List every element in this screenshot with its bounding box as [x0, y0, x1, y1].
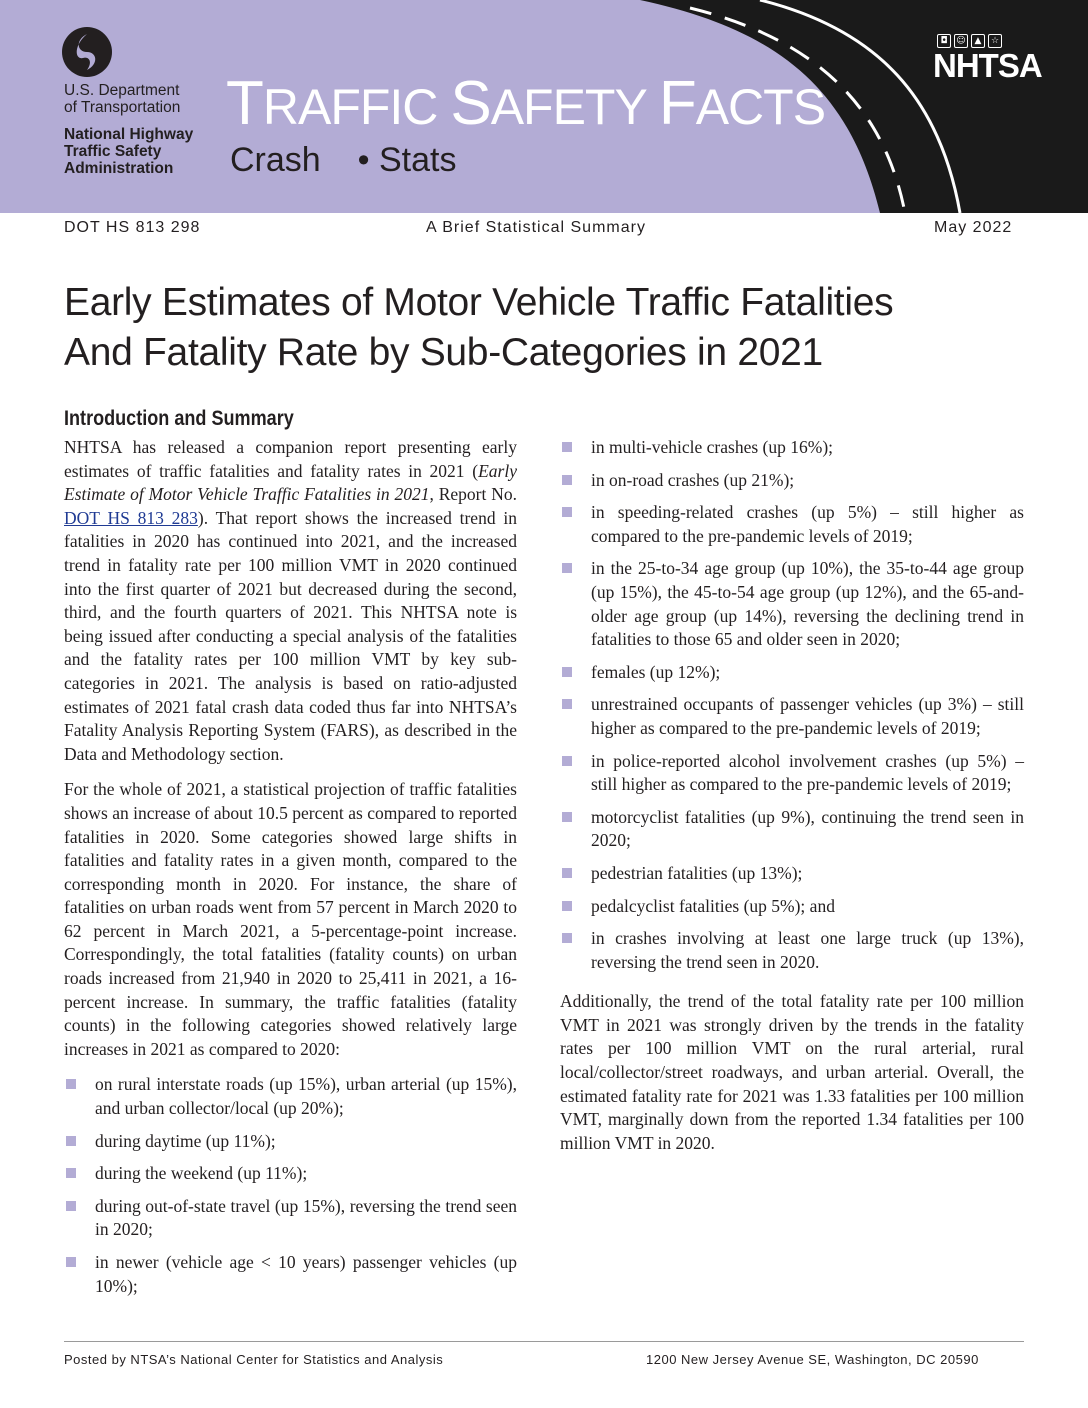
title-line: And Fatality Rate by Sub-Categories in 2021: [64, 331, 823, 374]
list-item: in on-road crashes (up 21%);: [560, 469, 1024, 493]
bullet-icon: [562, 756, 572, 766]
left-bullet-list: [64, 1073, 517, 1298]
list-item: during daytime (up 11%);: [64, 1130, 517, 1154]
bullet-icon: [562, 507, 572, 517]
series-word: ACTS: [695, 79, 826, 135]
series-letter: S: [450, 69, 491, 138]
masthead: [0, 0, 1088, 213]
agency-line: Administration: [64, 160, 174, 177]
list-item: in speeding-related crashes (up 5%) – still higher as compared to the pre-pandemic levels of 2019;: [560, 501, 1024, 548]
summary-paragraph: For the whole of 2021, a statistical projection of traffic fatalities shows an increase of about 10.5 percent as compared to reported fatalities in 2020. Some categories showed large shifts in fatalities and fatality rates in a given month, compared to the corresponding month in 2020. For instance, the share of fatalities on urban roads went from 57 percent in March 2020 to 62 percent in March 2021, a 5-percentage-point increase. Correspondingly, the total fatalities (fatality counts) on urban roads increased from 21,940 in 2020 to 25,411 in 2021, a 16-percent increase. In summary, the traffic fatalities (fatality counts) in the following categories showed relatively large increases in 2021 as compared to 2020:: [64, 779, 517, 1059]
footer-right: 1200 New Jersey Avenue SE, Washington, DC 20590: [646, 1352, 979, 1367]
crash-label: Crash: [230, 141, 321, 179]
star-icon: ☆: [988, 34, 1002, 48]
list-item: during out-of-state travel (up 15%), reversing the trend seen in 2020;: [64, 1195, 517, 1242]
list-item: during the weekend (up 11%);: [64, 1162, 517, 1186]
list-item: in multi-vehicle crashes (up 16%);: [560, 436, 1024, 460]
agency-line: National Highway: [64, 126, 194, 143]
agency-line: Traffic Safety: [64, 143, 162, 160]
title-line: Early Estimates of Motor Vehicle Traffic Fatalities: [64, 281, 894, 324]
footer-left: Posted by NTSA’s National Center for Statistics and Analysis: [64, 1352, 444, 1367]
seatbelt-icon: ◘: [937, 34, 951, 48]
bullet-icon: [562, 699, 572, 709]
list-item: on rural interstate roads (up 15%), urban arterial (up 15%), and urban collector/local (up 20%);: [64, 1073, 517, 1120]
car-icon: ▲: [971, 34, 985, 48]
bullet-icon: [562, 901, 572, 911]
list-item: in police-reported alcohol involvement crashes (up 5%) – still higher as compared to the pre-pandemic levels of 2019;: [560, 750, 1024, 797]
list-item: pedalcyclist fatalities (up 5%); and: [560, 895, 1024, 919]
bullet-icon: [66, 1136, 76, 1146]
list-item: motorcyclist fatalities (up 9%), continuing the trend seen in 2020;: [560, 806, 1024, 853]
report-number: DOT HS 813 298: [64, 219, 201, 236]
pedestrian-icon: ☺: [954, 34, 968, 48]
bullet-icon: [562, 563, 572, 573]
bullet-icon: [562, 868, 572, 878]
report-link[interactable]: DOT HS 813 283: [64, 507, 198, 528]
right-column: [560, 436, 1024, 1167]
bullet-icon: [562, 933, 572, 943]
page-title: [64, 278, 1034, 378]
nhtsa-logo-icons: [937, 34, 1057, 48]
left-column: [64, 436, 517, 1307]
list-item: unrestrained occupants of passenger vehicles (up 3%) – still higher as compared to the pre-pandemic levels of 2019;: [560, 693, 1024, 740]
series-word: AFETY: [490, 79, 646, 135]
list-item: females (up 12%);: [560, 661, 1024, 685]
series-letter: F: [658, 69, 696, 138]
bullet-icon: [562, 667, 572, 677]
series-letter: T: [226, 69, 263, 138]
agency-line: of Transportation: [64, 99, 181, 116]
footer-divider: [64, 1341, 1024, 1342]
bullet-icon: [562, 812, 572, 822]
dot-seal-icon: [61, 26, 113, 78]
closing-paragraph: Additionally, the trend of the total fatality rate per 100 million VMT in 2021 was strongly driven by the trends in the fatality rates per 100 million VMT on the rural arterial, rural local/collector/street roadways, and urban arterial. Overall, the estimated fatality rate for 2021 was 1.33 fatalities per 100 million VMT, marginally down from the reported 1.34 fatalities per 100 million VMT in 2020.: [560, 991, 1024, 1153]
intro-paragraph: NHTSA has released a companion report presenting early estimates of traffic fatalities and fatality rates in 2021 (Early Estimate of Motor Vehicle Traffic Fatalities in 2021, Report No. DOT HS 813 283). That report shows the increased trend in fatalities in 2020 has continued into 2021, and the increased trend in fatality rate per 100 million VMT in 2020 continued into the first quarter of 2021 but decreased during the second, third, and the fourth quarters of 2021. This NHTSA note is being issued after conducting a special analysis of the fatalities and the fatality rates per 100 million VMT by key sub-categories in 2021. The analysis is based on ratio-adjusted estimates of 2021 fatal crash data coded thus far into NHTSA’s Fatality Analysis Reporting System (FARS), as described in the Data and Methodology section.: [64, 437, 517, 764]
right-bullet-list: [560, 436, 1024, 974]
stats-label: • Stats: [357, 141, 457, 179]
series-subtitle: [230, 138, 456, 182]
bullet-icon: [562, 475, 572, 485]
summary-type: A Brief Statistical Summary: [426, 219, 646, 236]
report-date: May 2022: [934, 219, 1013, 236]
list-item: in newer (vehicle age < 10 years) passenger vehicles (up 10%);: [64, 1251, 517, 1298]
agency-line: U.S. Department: [64, 82, 180, 99]
list-item: in crashes involving at least one large truck (up 13%), reversing the trend seen in 2020.: [560, 927, 1024, 974]
series-title: [226, 69, 826, 138]
list-item: in the 25-to-34 age group (up 10%), the 35-to-44 age group (up 15%), the 45-to-54 age group (up 12%), and the 65-and-older age group (up 14%), reversing the declining trend in fatalities to those 65 and older seen in 2020;: [560, 557, 1024, 651]
nhtsa-logo-text: NHTSA: [933, 47, 1042, 84]
bullet-icon: [66, 1201, 76, 1211]
list-item: pedestrian fatalities (up 13%);: [560, 862, 1024, 886]
bullet-icon: [66, 1168, 76, 1178]
bullet-icon: [562, 442, 572, 452]
nhtsa-logo: [933, 34, 1057, 84]
bullet-icon: [66, 1079, 76, 1089]
section-heading: Introduction and Summary: [64, 407, 294, 430]
bullet-icon: [66, 1257, 76, 1267]
series-word: RAFFIC: [262, 79, 438, 135]
agency-block: [64, 82, 193, 177]
